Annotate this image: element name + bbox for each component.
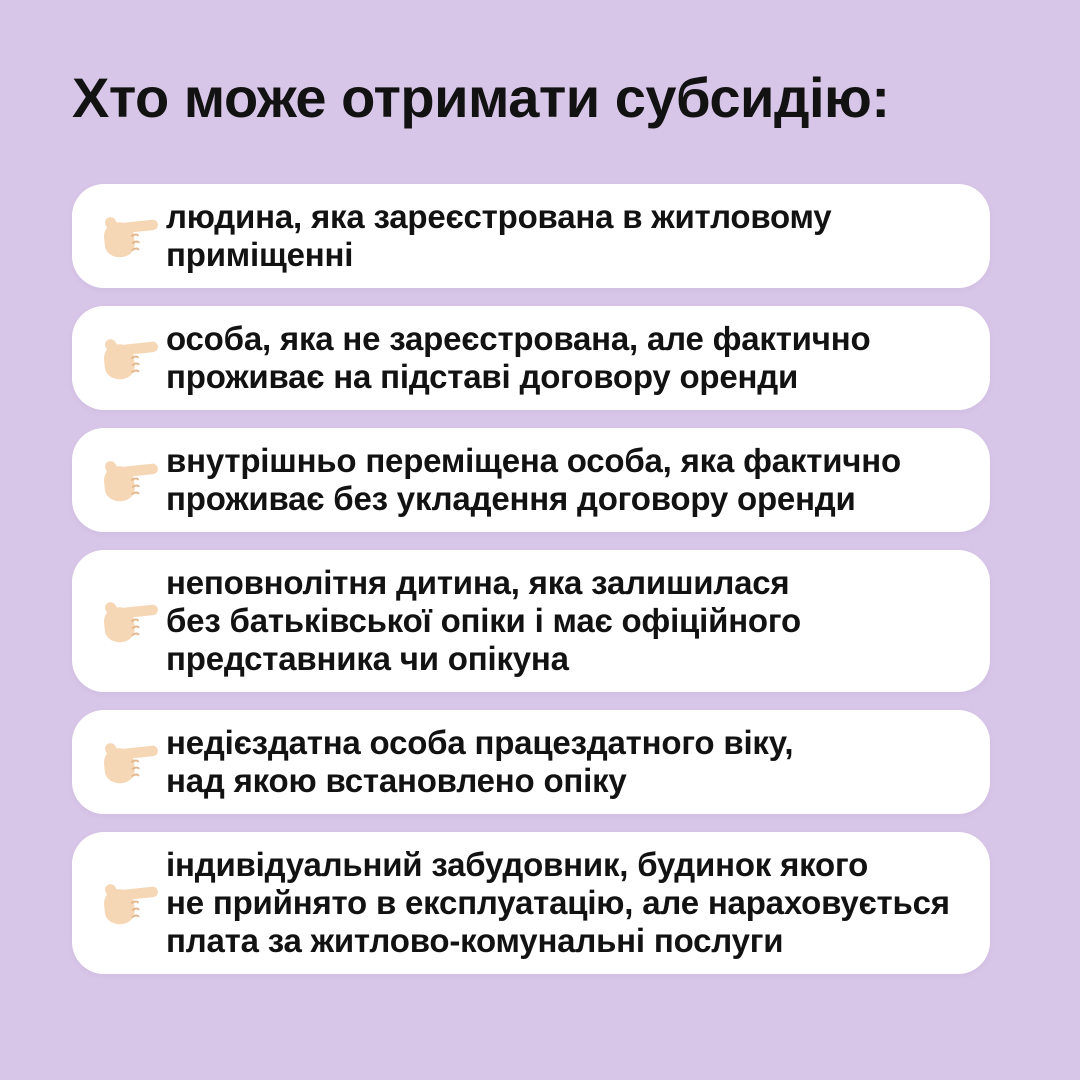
card-incapacitated-person	[72, 710, 990, 814]
card-minor-child	[72, 550, 990, 692]
card-line: індивідуальний забудовник, будинок якого	[166, 846, 869, 883]
card-text	[166, 724, 793, 800]
page-title: Хто може отримати субсидію:	[72, 66, 890, 129]
card-text	[166, 564, 801, 678]
pointing-right-icon	[96, 455, 166, 506]
card-line: неповнолітня дитина, яка залишилася	[166, 564, 790, 601]
pointing-right-icon	[96, 878, 166, 929]
card-unregistered-tenant	[72, 306, 990, 410]
card-line: приміщенні	[166, 236, 354, 273]
card-line: над якою встановлено опіку	[166, 762, 627, 799]
card-displaced-person	[72, 428, 990, 532]
card-line: плата за житлово-комунальні послуги	[166, 922, 784, 959]
card-individual-builder	[72, 832, 990, 974]
card-line: людина, яка зареєстрована в житловому	[166, 198, 832, 235]
card-text	[166, 198, 831, 274]
card-text	[166, 846, 950, 960]
card-line: представника чи опікуна	[166, 640, 569, 677]
pointing-right-icon	[96, 211, 166, 262]
card-line: проживає на підставі договору оренди	[166, 358, 799, 395]
card-registered-person	[72, 184, 990, 288]
card-line: недієздатна особа працездатного віку,	[166, 724, 794, 761]
pointing-right-icon	[96, 333, 166, 384]
pointing-right-icon	[96, 737, 166, 788]
card-line: без батьківської опіки і має офіційного	[166, 602, 801, 639]
card-text	[166, 320, 870, 396]
card-text	[166, 442, 901, 518]
pointing-right-icon	[96, 596, 166, 647]
card-line: не прийнято в експлуатацію, але нараховується	[166, 884, 950, 921]
card-line: внутрішньо переміщена особа, яка фактично	[166, 442, 901, 479]
card-line: проживає без укладення договору оренди	[166, 480, 856, 517]
card-line: особа, яка не зареєстрована, але фактично	[166, 320, 871, 357]
card-list	[72, 184, 990, 974]
